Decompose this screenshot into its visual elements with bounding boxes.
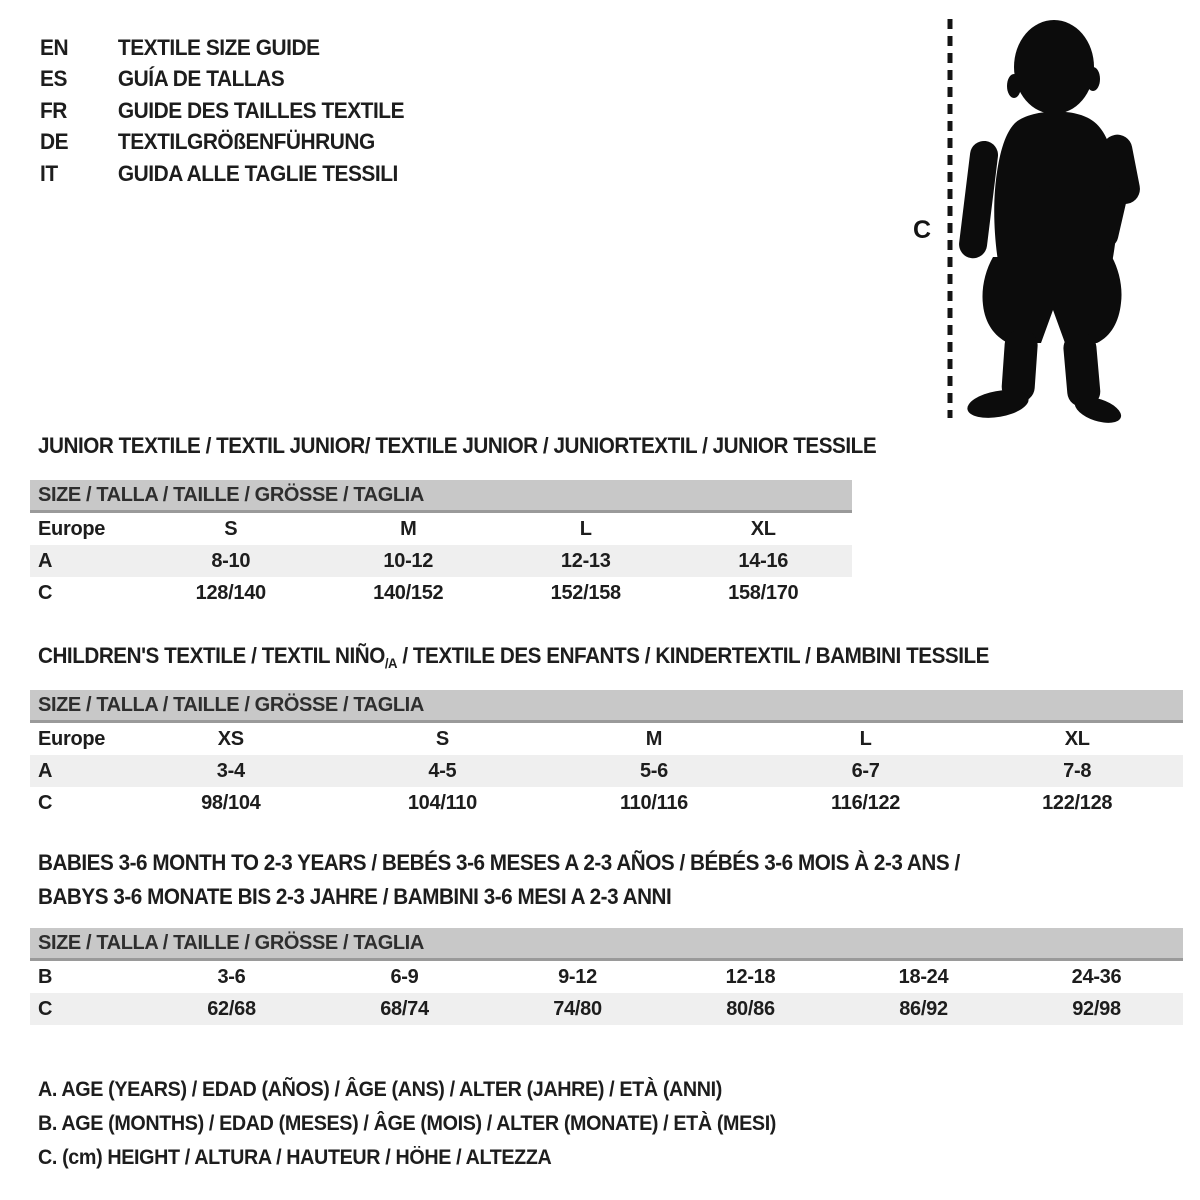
section-title-babies xyxy=(38,846,960,914)
row-label: Europe xyxy=(38,517,106,540)
legend-line-c: C. (cm) HEIGHT / ALTURA / HAUTEUR / HÖHE / ALTEZZA xyxy=(38,1146,552,1169)
language-title-block xyxy=(40,32,423,190)
row-label: C xyxy=(38,997,53,1020)
language-code: EN xyxy=(40,34,69,60)
table-row-height xyxy=(30,787,1183,819)
months-cell: 3-6 xyxy=(217,965,246,988)
height-cell: 68/74 xyxy=(380,997,429,1020)
row-label: C xyxy=(38,791,53,814)
language-code: DE xyxy=(40,129,69,155)
language-code: ES xyxy=(40,66,67,92)
height-cell: 86/92 xyxy=(899,997,948,1020)
legend xyxy=(38,1073,823,1175)
row-label: C xyxy=(38,581,53,604)
table-row-age xyxy=(30,755,1183,787)
row-label: A xyxy=(38,549,53,572)
size-cell: M xyxy=(400,517,417,540)
size-cell: L xyxy=(859,727,872,750)
height-cell: 80/86 xyxy=(726,997,775,1020)
language-title: GUIDE DES TAILLES TEXTILE xyxy=(117,97,405,123)
language-row-es xyxy=(40,64,404,96)
language-title: TEXTILE SIZE GUIDE xyxy=(117,34,320,60)
baby-silhouette xyxy=(957,20,1142,428)
language-row-fr xyxy=(40,95,404,127)
size-header-row: SIZE / TALLA / TAILLE / GRÖSSE / TAGLIA xyxy=(30,480,852,513)
table-row-months xyxy=(30,961,1183,993)
size-cell: L xyxy=(579,517,592,540)
size-cell: M xyxy=(645,727,663,750)
months-cell: 18-24 xyxy=(898,965,949,988)
table-row-age xyxy=(30,545,852,577)
language-title: GUÍA DE TALLAS xyxy=(117,66,285,92)
legend-line-b: B. AGE (MONTHS) / EDAD (MESES) / ÂGE (MOIS) / ALTER (MONATE) / ETÀ (MESI) xyxy=(38,1112,777,1135)
language-row-en xyxy=(40,32,404,64)
months-cell: 6-9 xyxy=(390,965,419,988)
age-cell: 8-10 xyxy=(211,549,251,572)
height-cell: 110/116 xyxy=(619,791,688,814)
title-subscript: /A xyxy=(384,655,398,671)
babies-title-line2: BABYS 3-6 MONATE BIS 2-3 JAHRE / BAMBINI 3-6 MESI A 2-3 ANNI xyxy=(38,884,672,909)
babies-title-line1: BABIES 3-6 MONTH TO 2-3 YEARS / BEBÉS 3-6 MESES A 2-3 AÑOS / BÉBÉS 3-6 MOIS À 2-3 ANS / xyxy=(38,850,960,875)
months-cell: 12-18 xyxy=(725,965,776,988)
height-cell: 62/68 xyxy=(207,997,256,1020)
section-title-junior: JUNIOR TEXTILE / TEXTIL JUNIOR/ TEXTILE JUNIOR / JUNIORTEXTIL / JUNIOR TESSILE xyxy=(38,433,877,458)
size-cell: XL xyxy=(1064,727,1090,750)
legend-line-a: A. AGE (YEARS) / EDAD (AÑOS) / ÂGE (ANS) / ALTER (JAHRE) / ETÀ (ANNI) xyxy=(38,1078,722,1101)
babies-size-table xyxy=(30,928,1183,1025)
size-cell: XS xyxy=(217,727,244,750)
table-row-europe xyxy=(30,513,852,545)
language-row-de xyxy=(40,127,404,159)
table-row-height xyxy=(30,577,852,609)
age-cell: 5-6 xyxy=(639,759,668,782)
language-code: IT xyxy=(40,160,58,186)
months-cell: 24-36 xyxy=(1071,965,1122,988)
language-title: TEXTILGRÖßENFÜHRUNG xyxy=(117,129,375,155)
height-cell: 158/170 xyxy=(728,581,799,604)
row-label: A xyxy=(38,759,53,782)
height-measure-label: C xyxy=(913,216,932,244)
age-cell: 12-13 xyxy=(560,549,611,572)
months-cell: 9-12 xyxy=(558,965,597,988)
baby-silhouette-figure xyxy=(895,5,1195,435)
section-title-children xyxy=(38,643,989,671)
height-cell: 140/152 xyxy=(373,581,444,604)
height-cell: 152/158 xyxy=(550,581,621,604)
height-cell: 92/98 xyxy=(1072,997,1121,1020)
language-code: FR xyxy=(40,97,67,123)
size-header-row: SIZE / TALLA / TAILLE / GRÖSSE / TAGLIA xyxy=(30,690,1183,723)
size-cell: S xyxy=(435,727,449,750)
age-cell: 7-8 xyxy=(1063,759,1092,782)
row-label: Europe xyxy=(38,727,106,750)
language-title: GUIDA ALLE TAGLIE TESSILI xyxy=(117,160,398,186)
age-cell: 3-4 xyxy=(216,759,245,782)
height-cell: 128/140 xyxy=(195,581,266,604)
age-cell: 14-16 xyxy=(738,549,789,572)
height-cell: 98/104 xyxy=(201,791,261,814)
size-cell: XL xyxy=(750,517,776,540)
title-part: CHILDREN'S TEXTILE / TEXTIL NIÑO xyxy=(38,643,385,668)
children-size-table xyxy=(30,690,1183,819)
age-cell: 10-12 xyxy=(383,549,434,572)
table-row-europe xyxy=(30,723,1183,755)
size-header-row: SIZE / TALLA / TAILLE / GRÖSSE / TAGLIA xyxy=(30,928,1183,961)
junior-size-table xyxy=(30,480,852,609)
row-label: B xyxy=(38,965,53,988)
size-cell: S xyxy=(224,517,238,540)
height-cell: 74/80 xyxy=(553,997,602,1020)
height-cell: 116/122 xyxy=(831,791,901,814)
table-row-height xyxy=(30,993,1183,1025)
language-row-it xyxy=(40,158,404,190)
age-cell: 6-7 xyxy=(851,759,880,782)
height-cell: 104/110 xyxy=(407,791,477,814)
title-part: / TEXTILE DES ENFANTS / KINDERTEXTIL / BAMBINI TESSILE xyxy=(397,643,989,668)
height-cell: 122/128 xyxy=(1042,791,1113,814)
age-cell: 4-5 xyxy=(428,759,457,782)
